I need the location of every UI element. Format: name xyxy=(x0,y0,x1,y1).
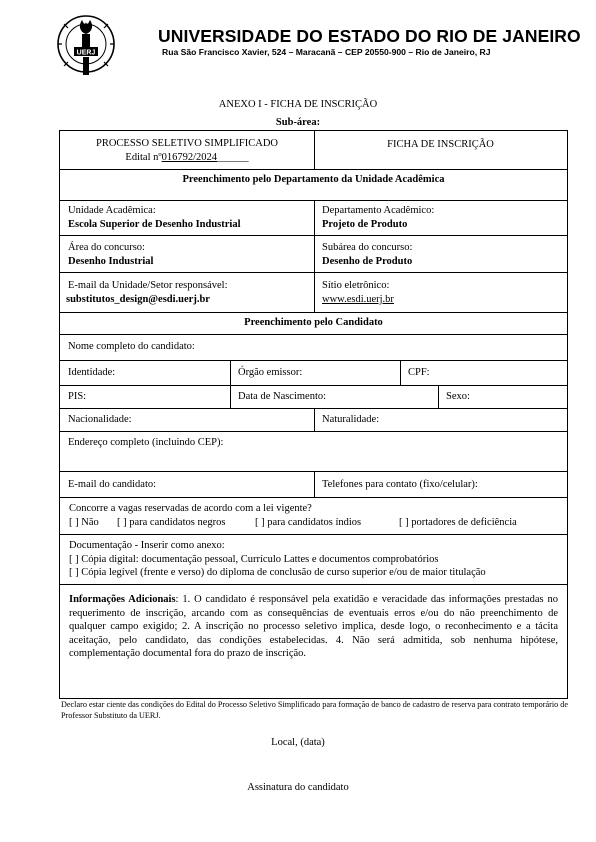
nome-field[interactable]: Nome completo do candidato: xyxy=(68,341,195,352)
vagas-question: Concorre a vagas reservadas de acordo com a lei vigente? xyxy=(69,503,312,514)
vaga-option-negros[interactable]: [ ] para candidatos negros xyxy=(117,516,226,528)
contact-unit-row xyxy=(60,272,567,312)
letterhead xyxy=(56,10,581,85)
pis-field[interactable]: PIS: xyxy=(68,391,87,402)
subarea-title: Sub-área: xyxy=(275,117,321,128)
university-name: UNIVERSIDADE DO ESTADO DO RIO DE JANEIRO xyxy=(158,26,581,46)
unidade-row xyxy=(60,200,567,235)
email-unit-value: substitutos_design@esdi.uerj.br xyxy=(66,294,210,305)
edital-prefix: Edital nº xyxy=(125,152,162,163)
ficha-title: FICHA DE INSCRIÇÃO xyxy=(387,139,494,150)
vaga-option-indios[interactable]: [ ] para candidatos índios xyxy=(255,516,362,528)
endereco-field[interactable]: Endereço completo (incluindo CEP): xyxy=(68,437,224,448)
nacionalidade-field[interactable]: Nacionalidade: xyxy=(68,414,132,425)
nome-row xyxy=(60,334,567,360)
departamento-value: Projeto de Produto xyxy=(322,219,408,230)
site-label: Sítio eletrônico: xyxy=(322,280,390,291)
identidade-row xyxy=(60,360,567,385)
documentacao-title: Documentação - Inserir como anexo: xyxy=(69,540,225,551)
vagas-row xyxy=(60,497,567,534)
candidate-section-title: Preenchimento pelo Candidato xyxy=(60,312,567,334)
uerj-seal-logo xyxy=(56,10,118,80)
unidade-label: Unidade Acadêmica: xyxy=(68,205,156,216)
area-label: Área do concurso: xyxy=(68,242,145,253)
unidade-value: Escola Superior de Desenho Industrial xyxy=(68,219,241,230)
cpf-field[interactable]: CPF: xyxy=(408,367,430,378)
identidade-field[interactable]: Identidade: xyxy=(68,367,116,378)
departamento-label: Departamento Acadêmico: xyxy=(322,205,435,216)
telefones-field[interactable]: Telefones para contato (fixo/celular): xyxy=(322,479,478,490)
form-header-row xyxy=(60,131,567,169)
subarea-label: Subárea do concurso: xyxy=(322,242,413,253)
site-link[interactable]: www.esdi.uerj.br xyxy=(322,294,394,305)
nascimento-field[interactable]: Data de Nascimento: xyxy=(238,391,327,402)
nacionalidade-row xyxy=(60,408,567,431)
endereco-row xyxy=(60,431,567,471)
annex-title: ANEXO I - FICHA DE INSCRIÇÃO xyxy=(218,99,378,110)
doc-item-digital[interactable]: [ ] Cópia digital: documentação pessoal, Currículo Lattes e documentos comprobatórios xyxy=(69,553,439,565)
university-address: Rua São Francisco Xavier, 524 – Maracanã – CEP 20550-900 – Rio de Janeiro, RJ xyxy=(162,47,491,57)
documentacao-row xyxy=(60,534,567,584)
area-value: Desenho Industrial xyxy=(68,256,154,267)
assinatura: Assinatura do candidato xyxy=(247,782,349,793)
vaga-option-nao[interactable]: [ ] Não xyxy=(69,516,99,528)
process-cell: PROCESSO SELETIVO SIMPLIFICADO Edital nº016792/2024______ xyxy=(60,131,314,169)
naturalidade-field[interactable]: Naturalidade: xyxy=(322,414,380,425)
svg-text:UERJ: UERJ xyxy=(76,49,96,57)
process-title: PROCESSO SELETIVO SIMPLIFICADO xyxy=(95,138,279,149)
vaga-option-deficiencia[interactable]: [ ] portadores de deficiência xyxy=(399,516,517,528)
subarea-value: Desenho de Produto xyxy=(322,256,413,267)
edital-number: 016792/2024 xyxy=(161,152,218,163)
email-candidato-field[interactable]: E-mail do candidato: xyxy=(68,479,157,490)
pis-row xyxy=(60,385,567,408)
sexo-field[interactable]: Sexo: xyxy=(446,391,470,402)
info-label: Informações Adicionais xyxy=(69,594,176,605)
email-telefone-row xyxy=(60,471,567,497)
doc-item-diploma[interactable]: [ ] Cópia legível (frente e verso) do diploma de conclusão de curso superior e/ou de maior titulação xyxy=(69,567,486,578)
orgao-field[interactable]: Órgão emissor: xyxy=(238,367,303,378)
area-row xyxy=(60,235,567,272)
info-adicionais xyxy=(60,584,567,698)
info-text: : 1. O candidato é responsável pela exatidão e veracidade das informações prestadas no requerimento de inscrição, arcando com as consequências de eventuais erros e/ou do não preenchimento de qualquer campo exigido; 2. A inscrição no processo seletivo implica, desde logo, o reconhecimento e a tácita aceitação, pelo candidato, das condições estabelecidas. 4. Não será admitida, sob nenhuma hipótese, complementação documental fora do prazo de inscrição. xyxy=(69,594,558,659)
local-data: Local, (data) xyxy=(271,737,325,748)
registration-form xyxy=(59,130,568,699)
email-unit-label: E-mail da Unidade/Setor responsável: xyxy=(68,280,228,291)
declaration-text: Declaro estar ciente das condições do Edital do Processo Seletivo Simplificado para formação de banco de cadastro de reserva para contrato temporário de Professor Substituto da UERJ. xyxy=(61,700,568,720)
dept-section-title: Preenchimento pelo Departamento da Unidade Acadêmica xyxy=(60,169,567,200)
